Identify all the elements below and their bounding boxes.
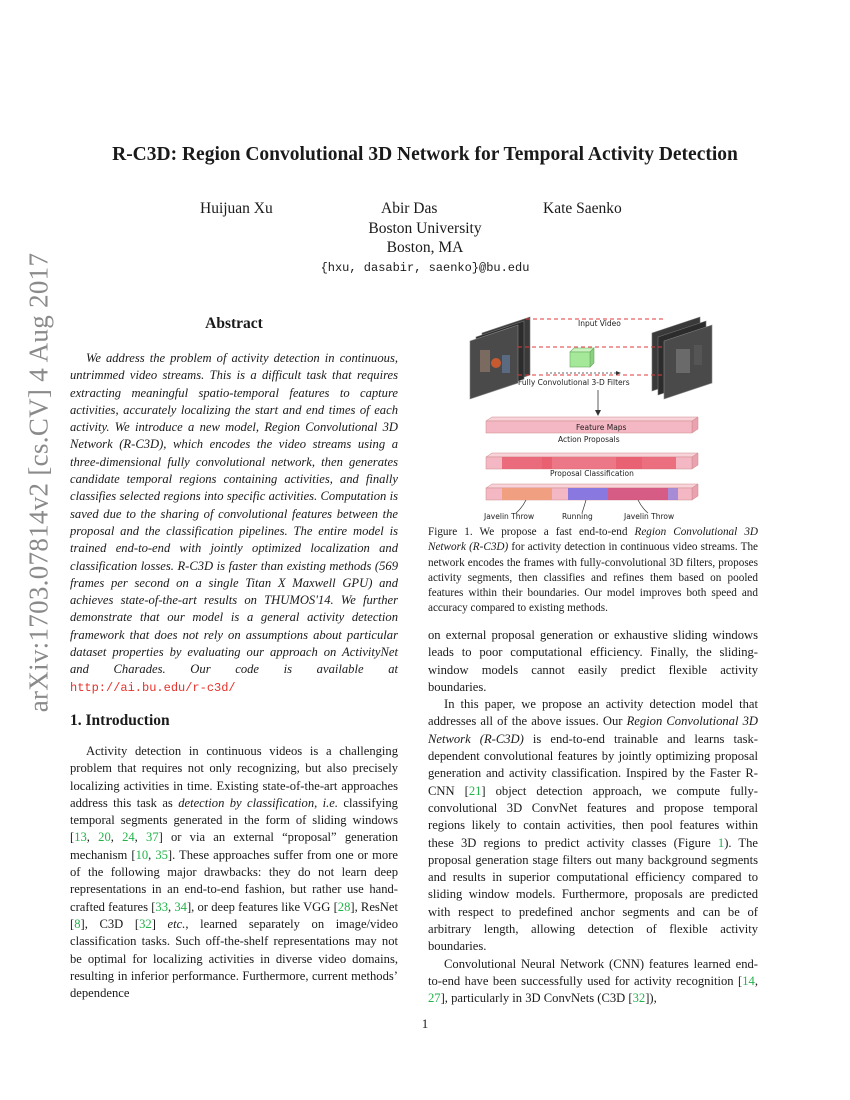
citation-link[interactable]: 20 bbox=[98, 830, 111, 845]
label-running: Running bbox=[562, 512, 593, 521]
abstract-text: We address the problem of activity detection in continuous, untrimmed video streams. This is a difficult task that requires extracting meaningful spatio-temporal features to capture activities, accurately localizing the start and end times of each activity. We introduce a new model, Region Convolutional 3D Network (R-C3D), which encodes the video streams using a three-dimensional fully convolutional network, then generates candidate temporal regions containing activities, and finally classifies selected regions into specific activities. Computation is saved due to the sharing of convolutional features between the proposal and the classification pipelines. The entire model is trained end-to-end with jointly optimized localization and classification losses. R-C3D is faster than existing methods (569 frames per second on a single Titan X Maxwell GPU) and achieves state-of-the-art results on THUMOS'14. We further demonstrate that our model is a general activity detection framework that does not rely on assumptions about particular dataset properties by evaluating our approach on ActivityNet and Charades. Our code is available at bbox=[70, 351, 398, 677]
label-proposal-classification: Proposal Classification bbox=[550, 469, 634, 478]
citation-link[interactable]: 21 bbox=[468, 783, 482, 798]
citation-link[interactable]: 34 bbox=[174, 899, 187, 914]
affiliation-city: Boston, MA bbox=[386, 239, 464, 256]
author-3: Kate Saenko bbox=[543, 200, 622, 217]
action-proposals-block bbox=[486, 453, 698, 469]
citation-link[interactable]: 10 bbox=[135, 847, 149, 862]
citation-link[interactable]: 8 bbox=[74, 916, 81, 931]
abstract-body bbox=[70, 350, 398, 697]
code-url-link[interactable]: http://ai.bu.edu/r-c3d/ bbox=[70, 680, 236, 695]
citation-link[interactable]: 37 bbox=[146, 830, 159, 845]
paper-title: R-C3D: Region Convolutional 3D Network for Temporal Activity Detection bbox=[112, 144, 738, 165]
right-column-body bbox=[428, 627, 758, 1008]
citation-link[interactable]: 35 bbox=[155, 847, 168, 862]
label-javelin-throw-1: Javelin Throw bbox=[484, 512, 535, 521]
paragraph-cnn-features: Convolutional Neural Network (CNN) features learned end-to-end have been successfully used for activity recognition [14, 27], particularly in 3D ConvNets (C3D [32]), bbox=[428, 956, 758, 1006]
input-video-frames-right bbox=[652, 317, 712, 399]
citation-link[interactable]: 32 bbox=[632, 991, 646, 1006]
abstract-heading: Abstract bbox=[205, 315, 263, 332]
arxiv-id-text: arXiv:1703.07814v2 [cs.CV] 4 Aug 2017 bbox=[23, 252, 54, 712]
citation-link[interactable]: 24 bbox=[122, 830, 135, 845]
paragraph-continued: on external proposal generation or exhaustive sliding windows leads to poor computational efficiency. Finally, the sliding-window models cannot easily predict flexible activity boundaries. bbox=[428, 628, 758, 694]
paragraph-rc3d-proposal: In this paper, we propose an activity detection model that addresses all of the above issues. Our Region Convolutional 3D Network (R-C3D) is end-to-end trainable and learns task-dependent convolutional features by jointly optimizing proposal generation and activity classification. Inspired by the Faster R-CNN [21] object detection approach, we compute fully-convolutional 3D ConvNet features and propose temporal regions likely to contain activities, then pool features within these 3D regions to predict activity classes (Figure 1). The proposal generation stage filters out many background segments and results in superior computational efficiency compared to sliding window models. Furthermore, proposals are predicted with respect to predefined anchor segments and can be of arbitrary length, allowing detection of flexible activity boundaries. bbox=[428, 697, 759, 954]
introduction-body: Activity detection in continuous videos is a challenging problem that requires not only recognizing, but also precisely localizing activities in time. Existing state-of-the-art approaches address this task as detection by classification, i.e. classifying temporal segments generated in the form of sliding windows [13, 20, 24, 37] or via an external “proposal” generation mechanism [10, 35]. These approaches suffer from one or more of the following major drawbacks: they do not learn deep representations in an end-to-end fashion, but rather use hand-crafted features [33, 34], or deep features like VGG [28], ResNet [8], C3D [32] etc., learned separately on image/video classification tasks. Such off-the-shelf representations may not be optimal for localizing activities in diverse video domains, resulting in inferior performance. Furthermore, current methods’ dependence bbox=[70, 744, 399, 1001]
label-3d-filters: Fully Convolutional 3-D Filters bbox=[518, 378, 630, 387]
label-feature-maps: Feature Maps bbox=[576, 423, 627, 432]
introduction-heading: 1. Introduction bbox=[70, 712, 170, 729]
proposal-classification-block bbox=[486, 484, 698, 500]
label-javelin-throw-2: Javelin Throw bbox=[624, 512, 675, 521]
feature-maps-block bbox=[486, 417, 698, 433]
author-2: Abir Das bbox=[381, 200, 438, 217]
page-number: 1 bbox=[421, 1016, 429, 1031]
author-emails: {hxu, dasabir, saenko}@bu.edu bbox=[320, 261, 530, 275]
3d-filter-cube bbox=[570, 348, 594, 367]
figure-ref-link[interactable]: 1 bbox=[717, 835, 725, 850]
figure-1-caption: Figure 1. We propose a fast end-to-end Region Convolutional 3D Network (R-C3D) for activity detection in continuous video streams. The network encodes the frames with fully-convolutional 3D filters, proposes activity segments, then classifies and refines them based on pooled features within their boundaries. Our model improves both speed and accuracy compared to existing methods. bbox=[428, 526, 758, 615]
arxiv-identifier bbox=[14, 252, 64, 712]
citation-link[interactable]: 14 bbox=[742, 973, 755, 988]
label-action-proposals: Action Proposals bbox=[558, 435, 620, 444]
citation-link[interactable]: 13 bbox=[74, 830, 87, 845]
citation-link[interactable]: 32 bbox=[139, 916, 152, 931]
label-input-video: Input Video bbox=[578, 319, 621, 328]
affiliation-university: Boston University bbox=[368, 220, 482, 237]
author-1: Huijuan Xu bbox=[200, 200, 273, 217]
figure-1-diagram bbox=[466, 305, 730, 525]
citation-link[interactable]: 33 bbox=[155, 899, 168, 914]
citation-link[interactable]: 27 bbox=[428, 991, 441, 1006]
citation-link[interactable]: 28 bbox=[337, 899, 351, 914]
